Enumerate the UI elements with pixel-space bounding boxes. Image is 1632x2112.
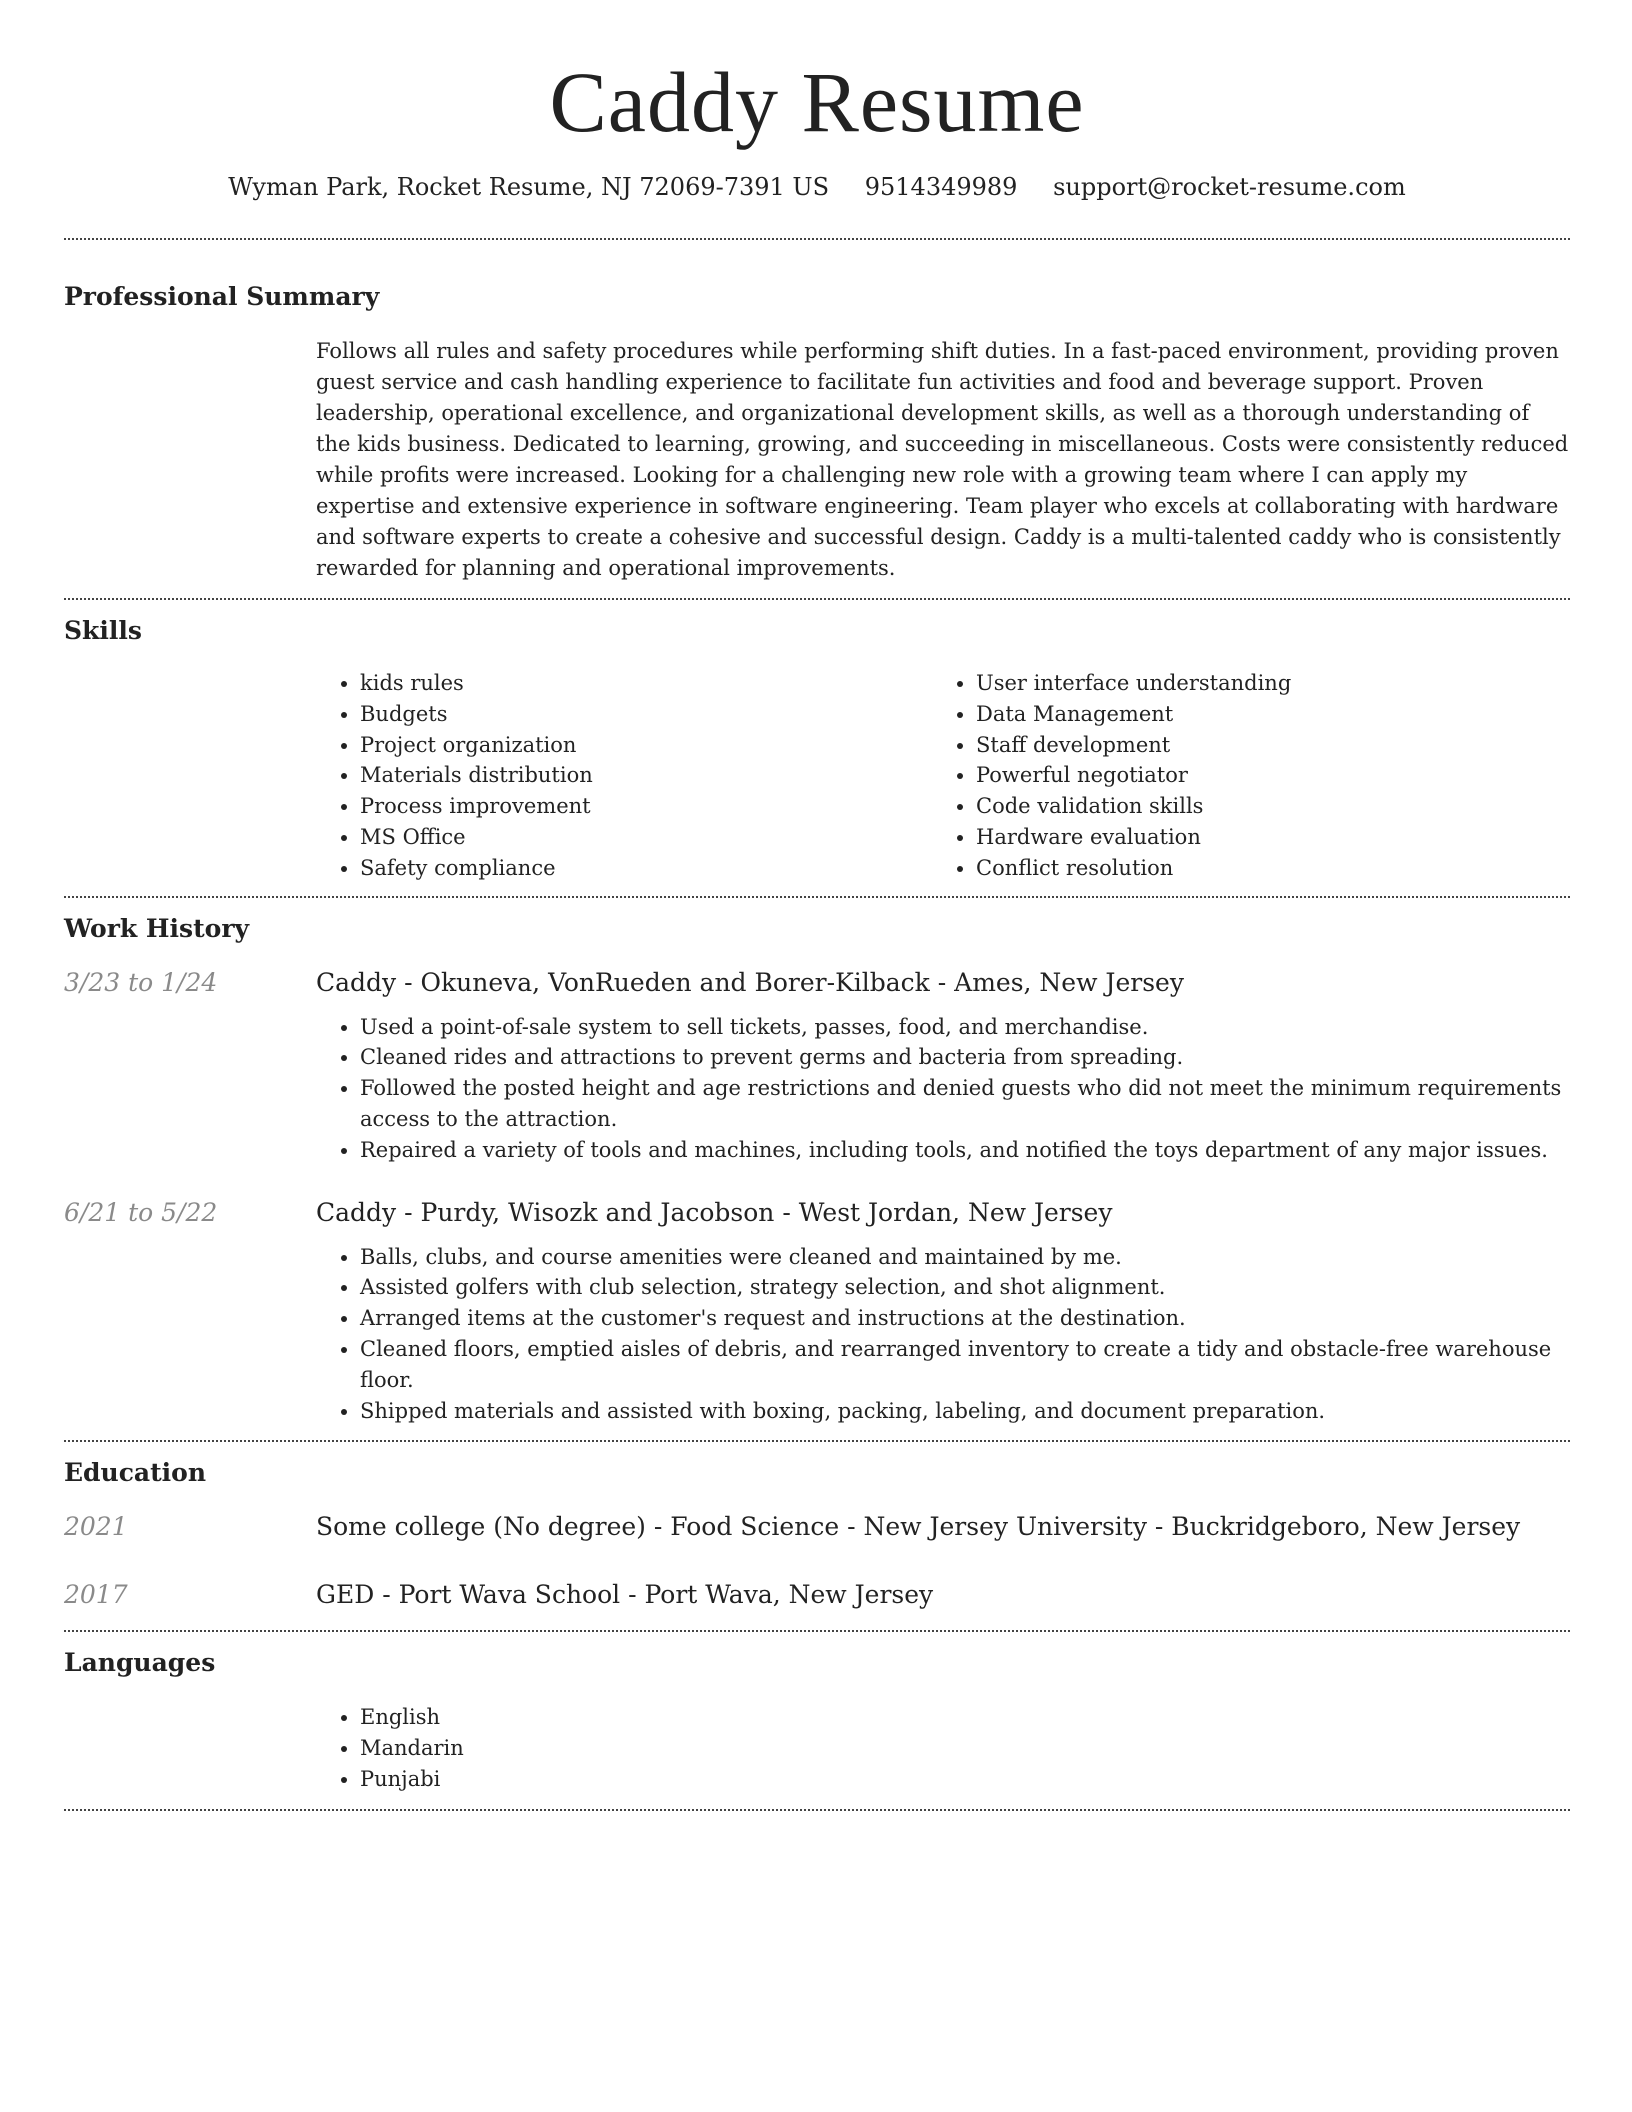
- education-section: [64, 1442, 1570, 1612]
- job-title: Caddy - Okuneva, VonRueden and Borer-Kilback - Ames, New Jersey: [316, 967, 1184, 997]
- job-bullets: [316, 1242, 1570, 1427]
- skills-list-left: [316, 668, 932, 884]
- job-dates: 3/23 to 1/24: [64, 967, 218, 997]
- skill-item: • Staff development: [976, 730, 1548, 761]
- divider: [64, 1809, 1570, 1811]
- education-entry: [64, 1510, 1570, 1544]
- page-title: Caddy Resume: [549, 54, 1085, 150]
- education-entry: [64, 1578, 1570, 1612]
- education-year: 2017: [64, 1580, 128, 1610]
- job-bullet: • Cleaned floors, emptied aisles of debris, and rearranged inventory to create a tidy and obstacle-free warehouse floor.: [360, 1334, 1570, 1396]
- summary-section: [64, 240, 1570, 598]
- skill-item: • Process improvement: [360, 791, 932, 822]
- job-entry: [64, 966, 1570, 1166]
- skill-item: • kids rules: [360, 668, 932, 699]
- skill-item: • Materials distribution: [360, 760, 932, 791]
- work-heading: Work History: [64, 913, 250, 943]
- languages-heading: Languages: [64, 1648, 216, 1678]
- languages-list: [316, 1702, 1570, 1794]
- work-section: [64, 898, 1570, 1441]
- contact-address: Wyman Park, Rocket Resume, NJ 72069-7391 US: [228, 173, 830, 201]
- skill-item: • Data Management: [976, 699, 1548, 730]
- education-year: 2021: [64, 1512, 128, 1542]
- languages-row: [64, 1702, 1570, 1794]
- skill-item: • Powerful negotiator: [976, 760, 1548, 791]
- contact-email: support@rocket-resume.com: [1053, 173, 1406, 201]
- skill-item: • Code validation skills: [976, 791, 1548, 822]
- summary-text: Follows all rules and safety procedures while performing shift duties. In a fast-paced environment, providing proven guest service and cash handling experience to facilitate fun activities and food and beverage support. Proven leadership, operational excellence, and organizational development skills, as well as a thorough understanding of the kids business. Dedicated to learning, growing, and succeeding in miscellaneous. Costs were consistently reduced while profits were increased. Looking for a challenging new role with a growing team where I can apply my expertise and extensive experience in software engineering. Team player who excels at collaborating with hardware and software experts to create a cohesive and successful design. Caddy is a multi-talented caddy who is consistently rewarded for planning and operational improvements.: [316, 339, 1569, 580]
- contact-line: [64, 170, 1570, 204]
- education-text: Some college (No degree) - Food Science - New Jersey University - Buckridgeboro, New Jersey: [316, 1512, 1521, 1542]
- skills-row: [64, 668, 1570, 884]
- skills-list-right: [932, 668, 1548, 884]
- job-bullet: • Used a point-of-sale system to sell tickets, passes, food, and merchandise.: [360, 1012, 1570, 1043]
- summary-row: [64, 314, 1570, 598]
- education-heading: Education: [64, 1458, 207, 1488]
- skills-section: [64, 600, 1570, 884]
- job-bullet: • Repaired a variety of tools and machines, including tools, and notified the toys department of any major issues.: [360, 1135, 1570, 1166]
- skills-heading: Skills: [64, 616, 142, 645]
- skill-item: • Conflict resolution: [976, 853, 1548, 884]
- languages-section: [64, 1632, 1570, 1794]
- skill-item: • Project organization: [360, 730, 932, 761]
- resume-page: [64, 0, 1570, 1811]
- job-entry: [64, 1196, 1570, 1441]
- education-text: GED - Port Wava School - Port Wava, New Jersey: [316, 1580, 934, 1610]
- job-bullets: [316, 1012, 1570, 1166]
- job-bullet: • Followed the posted height and age restrictions and denied guests who did not meet the minimum requirements access to the attraction.: [360, 1073, 1570, 1135]
- skill-item: • User interface understanding: [976, 668, 1548, 699]
- language-item: • English: [360, 1702, 1570, 1733]
- skill-item: • Budgets: [360, 699, 932, 730]
- job-bullet: • Assisted golfers with club selection, strategy selection, and shot alignment.: [360, 1272, 1570, 1303]
- job-bullet: • Shipped materials and assisted with boxing, packing, labeling, and document preparation.: [360, 1396, 1570, 1427]
- job-bullet: • Arranged items at the customer's request and instructions at the destination.: [360, 1303, 1570, 1334]
- contact-phone: 9514349989: [864, 173, 1018, 201]
- summary-heading: Professional Summary: [64, 282, 380, 311]
- job-title: Caddy - Purdy, Wisozk and Jacobson - West Jordan, New Jersey: [316, 1197, 1113, 1227]
- skill-item: • Safety compliance: [360, 853, 932, 884]
- job-bullet: • Cleaned rides and attractions to prevent germs and bacteria from spreading.: [360, 1042, 1570, 1073]
- job-dates: 6/21 to 5/22: [64, 1197, 218, 1227]
- language-item: • Mandarin: [360, 1733, 1570, 1764]
- skills-right-column: [932, 668, 1548, 884]
- job-bullet: • Balls, clubs, and course amenities were cleaned and maintained by me.: [360, 1242, 1570, 1273]
- skill-item: • MS Office: [360, 822, 932, 853]
- skills-left-column: [316, 668, 932, 884]
- skill-item: • Hardware evaluation: [976, 822, 1548, 853]
- language-item: • Punjabi: [360, 1764, 1570, 1795]
